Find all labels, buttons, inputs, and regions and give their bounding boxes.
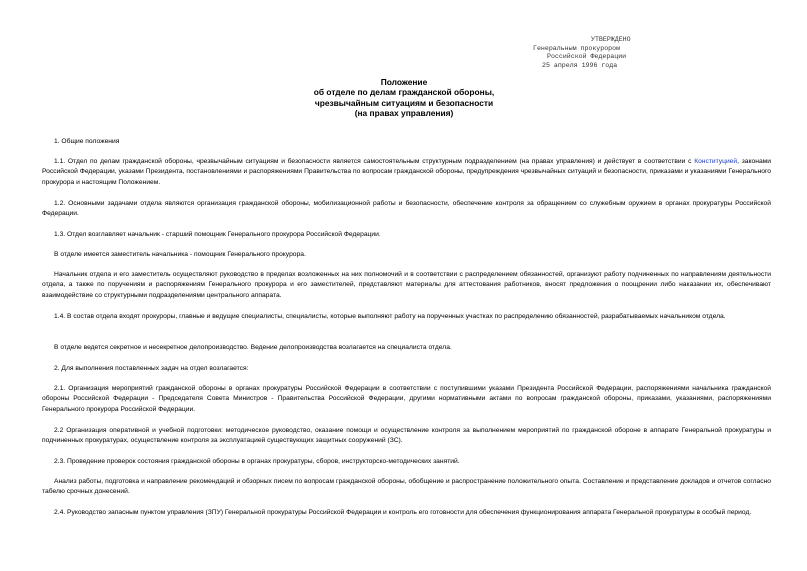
approval-stamp	[533, 36, 631, 70]
paragraph-2-2: 2.2 Организация оперативной и учебной подготовки: методическое руководство, оказание помощи и осуществление контроля за выполнением мероприятий по гражданской обороне в аппарате Генеральной прокуратуры и подчиненных прокуратурах, осуществление контроля за эксплуатацией существующих защитных сооружений (ЗС).	[42, 427, 771, 445]
paragraph-1-3: 1.3. Отдел возглавляет начальник - старший помощник Генерального прокурора Российской Федерации.	[54, 231, 381, 238]
section-heading-1: 1. Общие положения	[54, 138, 120, 145]
title-line: (на правах управления)	[354, 107, 454, 118]
paragraph-1-1	[42, 157, 771, 188]
paragraph-1-2: 1.2. Основными задачами отдела являются организация гражданской обороны, мобилизационной работы и безопасности, обеспечение контроля за обращением со служебным оружием в органах прокуратуры Российской Федерации.	[42, 200, 771, 218]
document-title	[200, 77, 608, 118]
approval-line: Российской Федерации	[547, 53, 627, 61]
paragraph-2-4: 2.4. Руководство запасным пунктом управления (ЗПУ) Генеральной прокуратуры Российской Федерации и контроль его готовности для обеспечения функционирования аппарата Генеральной прокуратуры в особый период.	[54, 509, 752, 516]
paragraph-1-4-records: В отделе ведется секретное и несекретное делопроизводство. Ведение делопроизводства возлагается на специалиста отдела.	[54, 344, 452, 351]
title-line: об отделе по делам гражданской обороны,	[313, 87, 495, 98]
paragraph-1-4: 1.4. В состав отдела входят прокуроры, главные и ведущие специалисты, специалисты, которые выполняют работу на порученных участках по распределению обязанностей, разрабатываемых начальником отдела.	[54, 313, 726, 320]
section-heading-2: 2. Для выполнения поставленных задач на отдел возлагается:	[54, 365, 249, 372]
title-line: Положение	[380, 77, 428, 87]
approval-line: 25 апреля 1996 года	[542, 61, 618, 69]
paragraph-text: , законами Российской Федерации, указами Президента, постановлениями и распоряжениями Правительства по вопросам гражданской обороны, предупреждения чрезвычайных ситуаций и безопасности, приказами и указаниями Генерального прокурора и настоящим Положением.	[42, 158, 771, 186]
title-line: чрезвычайным ситуациям и безопасности	[314, 97, 494, 108]
paragraph-2-3-analysis: Анализ работы, подготовка и направление рекомендаций и обзорных писем по вопросам гражданской обороны, обобщение и распространение положительного опыта. Составление и представление докладов и отчетов согласно табелю срочных донесений.	[42, 478, 771, 496]
approval-line: Генеральным прокурором	[533, 44, 621, 52]
paragraph-1-3-deputy: В отделе имеется заместитель начальника - помощник Генерального прокурора.	[54, 251, 306, 258]
constitution-link[interactable]: Конституцией	[694, 158, 738, 165]
paragraph-2-1: 2.1. Организация мероприятий гражданской обороны в органах прокуратуры Российской Федерации в соответствии с поступившими указами Президента Российской Федерации, распоряжениями начальника гражданской обороны Российской Федерации - Председателя Совета Министров - Правительства Российской Федерации, другими нормативными актами по вопросам гражданской обороны, приказами, указаниями, распоряжениями Генерального прокурора Российской Федерации.	[42, 385, 771, 413]
paragraph-1-3-duties: Начальник отдела и его заместитель осуществляют руководство в пределах возложенных на них полномочий и в соответствии с распределением обязанностей, организуют работу подчиненных по направлениям деятельности отдела, а также по поручениям и распоряжениям Генерального прокурора и его заместителей, представляют материалы для аттестования работников, вносят предложения о поощрении либо наказании их, обеспечивают взаимодействие со структурными подразделениями центрального аппарата.	[42, 271, 771, 299]
approval-line: УТВЕРЖДЕНО	[591, 36, 631, 43]
paragraph-2-3: 2.3. Проведение проверок состояния гражданской обороны в органах прокуратуры, сборов, инструкторско-методических занятий.	[54, 458, 460, 465]
paragraph-text: 1.1. Отдел по делам гражданской обороны, чрезвычайным ситуациям и безопасности является самостоятельным структурным подразделением (на правах управления) и действует в соответствии с	[54, 158, 695, 165]
